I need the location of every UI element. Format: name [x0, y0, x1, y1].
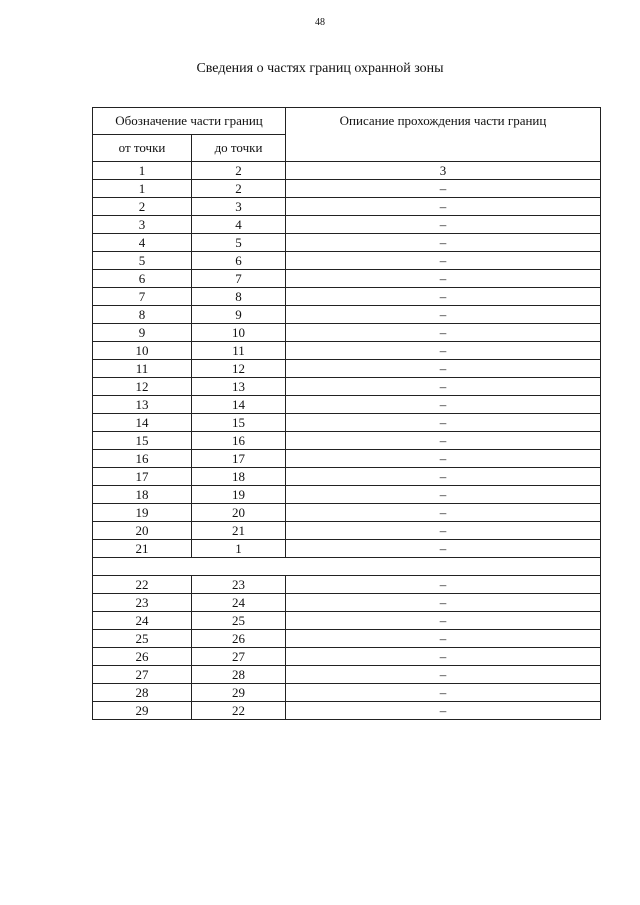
from-point-cell: 19	[93, 504, 192, 522]
to-point-cell: 16	[192, 432, 286, 450]
from-point-cell: 14	[93, 414, 192, 432]
to-point-cell: 29	[192, 684, 286, 702]
to-point-cell: 17	[192, 450, 286, 468]
description-cell: –	[286, 468, 601, 486]
description-cell: –	[286, 198, 601, 216]
table-row	[93, 216, 601, 234]
from-point-cell: 10	[93, 342, 192, 360]
to-point-cell: 26	[192, 630, 286, 648]
to-point-cell: 28	[192, 666, 286, 684]
to-point-cell: 4	[192, 216, 286, 234]
table-row	[93, 234, 601, 252]
header-to-point: до точки	[192, 135, 286, 162]
from-point-cell: 13	[93, 396, 192, 414]
from-point-cell: 8	[93, 306, 192, 324]
table-row	[93, 324, 601, 342]
description-cell: –	[286, 252, 601, 270]
table-row	[93, 522, 601, 540]
table-row	[93, 198, 601, 216]
description-cell: –	[286, 342, 601, 360]
table-row	[93, 450, 601, 468]
description-cell: –	[286, 414, 601, 432]
description-cell: –	[286, 540, 601, 558]
header-description: Описание прохождения части границ	[286, 108, 601, 162]
header-from-point: от точки	[93, 135, 192, 162]
table-row	[93, 630, 601, 648]
table-row	[93, 702, 601, 720]
section-2-rows	[93, 576, 601, 720]
from-point-cell: 20	[93, 522, 192, 540]
table-row	[93, 540, 601, 558]
table-row	[93, 594, 601, 612]
from-point-cell: 3	[93, 216, 192, 234]
description-cell: –	[286, 324, 601, 342]
description-cell: –	[286, 360, 601, 378]
table-row	[93, 396, 601, 414]
header-boundary-designation: Обозначение части границ	[93, 108, 286, 135]
from-point-cell: 6	[93, 270, 192, 288]
to-point-cell: 25	[192, 612, 286, 630]
to-point-cell: 15	[192, 414, 286, 432]
to-point-cell: 2	[192, 180, 286, 198]
description-cell: –	[286, 702, 601, 720]
from-point-cell: 22	[93, 576, 192, 594]
to-point-cell: 1	[192, 540, 286, 558]
to-point-cell: 18	[192, 468, 286, 486]
description-cell: –	[286, 648, 601, 666]
description-cell: –	[286, 684, 601, 702]
to-point-cell: 21	[192, 522, 286, 540]
to-point-cell: 23	[192, 576, 286, 594]
boundary-parts-table	[92, 107, 601, 720]
description-cell: –	[286, 270, 601, 288]
table-row	[93, 648, 601, 666]
table-row	[93, 576, 601, 594]
document-title: Сведения о частях границ охранной зоны	[196, 61, 444, 76]
separator-cell	[93, 558, 601, 576]
table-row	[93, 342, 601, 360]
table-row	[93, 684, 601, 702]
description-cell: –	[286, 666, 601, 684]
to-point-cell: 10	[192, 324, 286, 342]
from-point-cell: 15	[93, 432, 192, 450]
table-row	[93, 432, 601, 450]
description-cell: –	[286, 576, 601, 594]
table-row	[93, 612, 601, 630]
from-point-cell: 12	[93, 378, 192, 396]
description-cell: –	[286, 180, 601, 198]
description-cell: –	[286, 396, 601, 414]
to-point-cell: 11	[192, 342, 286, 360]
table-row	[93, 666, 601, 684]
to-point-cell: 13	[192, 378, 286, 396]
from-point-cell: 16	[93, 450, 192, 468]
from-point-cell: 28	[93, 684, 192, 702]
from-point-cell: 27	[93, 666, 192, 684]
description-cell: –	[286, 234, 601, 252]
description-cell: –	[286, 504, 601, 522]
description-cell: –	[286, 612, 601, 630]
to-point-cell: 3	[192, 198, 286, 216]
from-point-cell: 26	[93, 648, 192, 666]
from-point-cell: 11	[93, 360, 192, 378]
description-cell: –	[286, 306, 601, 324]
to-point-cell: 24	[192, 594, 286, 612]
to-point-cell: 12	[192, 360, 286, 378]
from-point-cell: 5	[93, 252, 192, 270]
table-row	[93, 468, 601, 486]
section-separator-row	[93, 558, 601, 576]
from-point-cell: 29	[93, 702, 192, 720]
column-number: 1	[93, 162, 192, 180]
from-point-cell: 25	[93, 630, 192, 648]
table-row	[93, 414, 601, 432]
from-point-cell: 24	[93, 612, 192, 630]
description-cell: –	[286, 450, 601, 468]
from-point-cell: 2	[93, 198, 192, 216]
description-cell: –	[286, 216, 601, 234]
column-number: 2	[192, 162, 286, 180]
to-point-cell: 27	[192, 648, 286, 666]
from-point-cell: 21	[93, 540, 192, 558]
from-point-cell: 4	[93, 234, 192, 252]
table-row	[93, 306, 601, 324]
to-point-cell: 8	[192, 288, 286, 306]
column-number: 3	[286, 162, 601, 180]
to-point-cell: 19	[192, 486, 286, 504]
section-1-rows	[93, 180, 601, 558]
table-row	[93, 252, 601, 270]
description-cell: –	[286, 522, 601, 540]
description-cell: –	[286, 378, 601, 396]
from-point-cell: 7	[93, 288, 192, 306]
from-point-cell: 1	[93, 180, 192, 198]
description-cell: –	[286, 432, 601, 450]
to-point-cell: 9	[192, 306, 286, 324]
to-point-cell: 6	[192, 252, 286, 270]
to-point-cell: 7	[192, 270, 286, 288]
page-number: 48	[315, 17, 325, 28]
table-row	[93, 180, 601, 198]
from-point-cell: 23	[93, 594, 192, 612]
to-point-cell: 5	[192, 234, 286, 252]
column-number-row	[93, 162, 601, 180]
to-point-cell: 22	[192, 702, 286, 720]
table-row	[93, 504, 601, 522]
description-cell: –	[286, 288, 601, 306]
from-point-cell: 9	[93, 324, 192, 342]
to-point-cell: 14	[192, 396, 286, 414]
table-row	[93, 270, 601, 288]
table-row	[93, 288, 601, 306]
table-row	[93, 486, 601, 504]
description-cell: –	[286, 486, 601, 504]
to-point-cell: 20	[192, 504, 286, 522]
from-point-cell: 18	[93, 486, 192, 504]
table-row	[93, 360, 601, 378]
table-row	[93, 378, 601, 396]
description-cell: –	[286, 594, 601, 612]
from-point-cell: 17	[93, 468, 192, 486]
description-cell: –	[286, 630, 601, 648]
